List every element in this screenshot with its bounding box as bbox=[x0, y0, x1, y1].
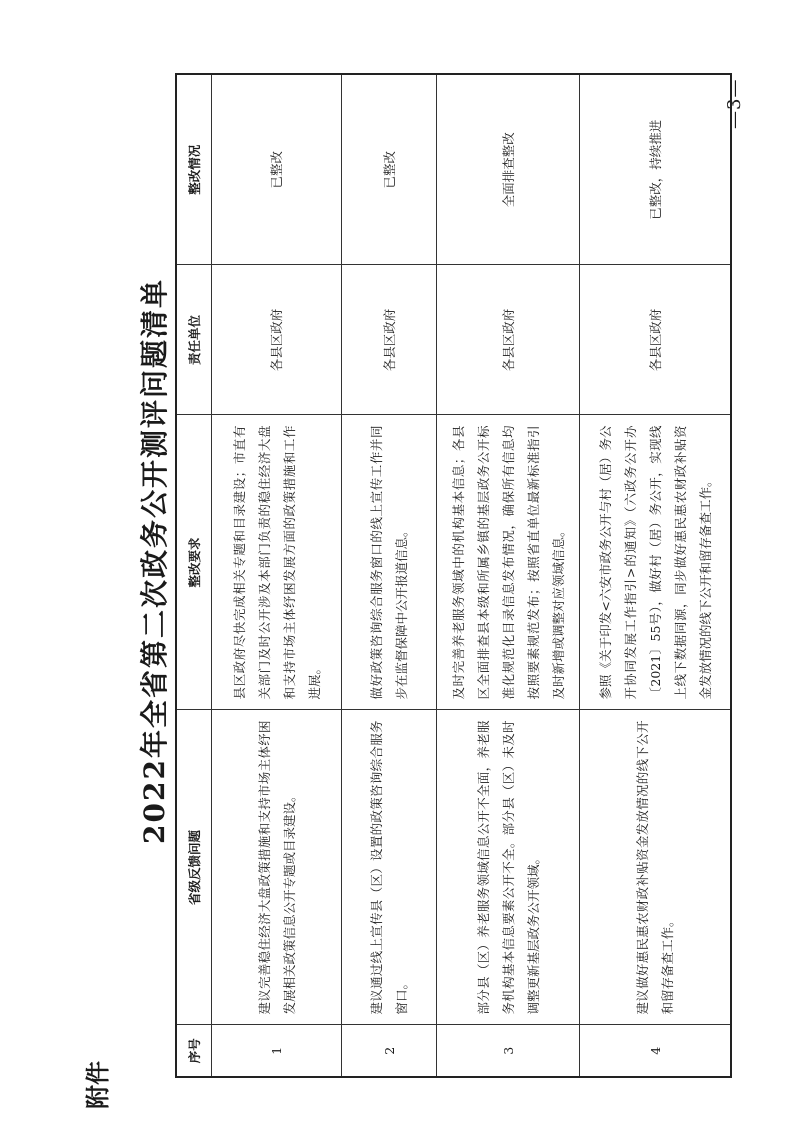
row-unit: 各县区政府 bbox=[580, 265, 732, 415]
row-requirement: 县区政府尽快完成相关专题和目录建设；市直有关部门及时公开涉及本部门负责的稳住经济大盘和支持市场主体纾困发展方面的政策措施和工作进展。 bbox=[212, 415, 342, 710]
row-number: 2 bbox=[342, 1025, 437, 1077]
table-row bbox=[212, 74, 342, 1077]
attachment-label: 附件 bbox=[84, 1061, 112, 1109]
row-number: 1 bbox=[212, 1025, 342, 1077]
row-number: 3 bbox=[437, 1025, 580, 1077]
row-issue: 建议完善稳住经济大盘政策措施和支持市场主体纾困发展相关政策信息公开专题或目录建设。 bbox=[212, 710, 342, 1025]
row-requirement: 参照《关于印发<六安市政务公开与村（居）务公开协同发展工作指引>的通知》（六政务公开办〔2021〕55号），做好村（居）务公开，实现线上线下数据同源，同步做好惠民惠农财政补贴资金发放情况的线下公开和留存备查工作。 bbox=[580, 415, 732, 710]
row-issue: 部分县（区）养老服务领域信息公开不全面，养老服务机构基本信息要素公开不全。部分县（区）未及时调整更新基层政务公开领域。 bbox=[437, 710, 580, 1025]
header-status: 整改情况 bbox=[176, 74, 212, 265]
row-status: 已整改 bbox=[212, 74, 342, 265]
row-status: 已整改，持续推进 bbox=[580, 74, 732, 265]
row-requirement: 做好政策咨询综合服务窗口的线上宣传工作并同步在监督保障中公开报道信息。 bbox=[342, 415, 437, 710]
page-number: —3— bbox=[724, 78, 745, 129]
row-requirement: 及时完善养老服务领域中的机构基本信息；各县区全面排查县本级和所属乡镇的基层政务公开标准化规范化目录信息发布情况，确保所有信息均按照要素规范发布；按照省直单位最新标准指引及时新增或调整对应领域信息。 bbox=[437, 415, 580, 710]
table-row bbox=[580, 74, 732, 1077]
page-title: 2022年全省第二次政务公开测评问题清单 bbox=[138, 278, 171, 844]
header-unit: 责任单位 bbox=[176, 265, 212, 415]
row-unit: 各县区政府 bbox=[342, 265, 437, 415]
header-issue: 省级反馈问题 bbox=[176, 710, 212, 1025]
header-requirement: 整改要求 bbox=[176, 415, 212, 710]
table-row bbox=[437, 74, 580, 1077]
table-row bbox=[342, 74, 437, 1077]
issue-list-table bbox=[175, 73, 732, 1078]
row-unit: 各县区政府 bbox=[437, 265, 580, 415]
row-issue: 建议通过线上宣传县（区）设置的政策咨询综合服务窗口。 bbox=[342, 710, 437, 1025]
row-status: 全面排查整改 bbox=[437, 74, 580, 265]
table-header-row bbox=[176, 74, 212, 1077]
header-no: 序号 bbox=[176, 1025, 212, 1077]
row-unit: 各县区政府 bbox=[212, 265, 342, 415]
row-status: 已整改 bbox=[342, 74, 437, 265]
row-issue: 建议做好惠民惠农财政补贴资金发放情况的线下公开和留存备查工作。 bbox=[580, 710, 732, 1025]
row-number: 4 bbox=[580, 1025, 732, 1077]
